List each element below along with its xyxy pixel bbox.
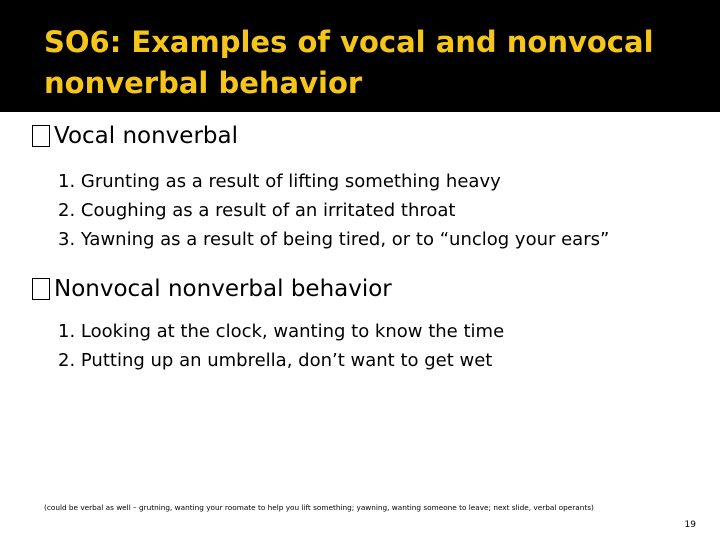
vocal-examples-list [58,167,609,254]
list-item: 1. Looking at the clock, wanting to know the time [58,321,505,342]
section-vocal-nonverbal [32,121,238,151]
footnote: (could be verbal as well – grutning, wanting your roomate to help you lift something; yawning, wanting someone to leave; next slide, verbal operants) [44,503,594,512]
section-label: Nonvocal nonverbal behavior [54,276,392,302]
square-bullet-icon [32,278,50,300]
square-bullet-icon [32,125,50,147]
list-item: 1. Grunting as a result of lifting something heavy [58,171,501,192]
page-number: 19 [684,520,696,530]
section-nonvocal-nonverbal [32,274,392,304]
list-item: 2. Putting up an umbrella, don’t want to get wet [58,350,493,371]
section-label: Vocal nonverbal [54,123,238,149]
title-bar [0,0,720,112]
slide-title: SO6: Examples of vocal and nonvocal nonverbal behavior [44,25,654,100]
nonvocal-examples-list [58,317,504,375]
list-item: 2. Coughing as a result of an irritated throat [58,200,456,221]
list-item: 3. Yawning as a result of being tired, or to “unclog your ears” [58,229,610,250]
